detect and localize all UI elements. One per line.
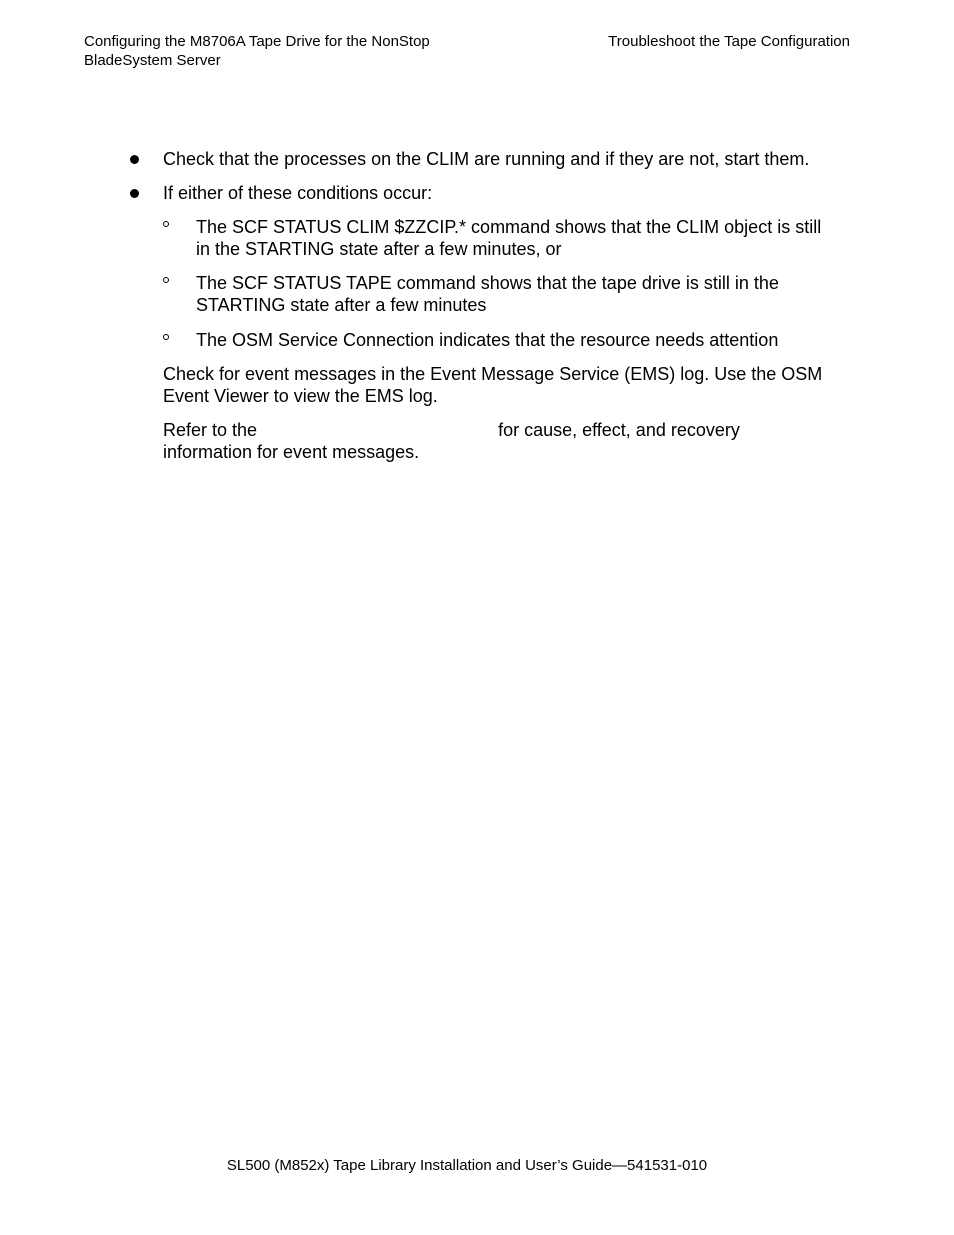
header-title-line2: BladeSystem Server — [84, 52, 221, 69]
footer-text: SL500 (M852x) Tape Library Installation and User’s Guide—541531-010 — [226, 1157, 708, 1174]
bullet-dot-icon — [130, 189, 139, 198]
sub-bullet-text — [196, 216, 856, 260]
sub-bullet-text — [196, 329, 856, 351]
sub-bullet-line: The SCF STATUS CLIM $ZZCIP.* command shows that the CLIM object is still — [196, 217, 822, 237]
paragraph-line: information for event messages. — [163, 442, 420, 462]
sub-bullet-text — [196, 272, 856, 316]
sub-bullet-line: The OSM Service Connection indicates that the resource needs attention — [196, 330, 779, 350]
hollow-circle-bullet-icon — [163, 277, 169, 283]
refer-text-end: for cause, effect, and recovery — [498, 420, 740, 440]
sub-bullet-line: in the STARTING state after a few minutes, or — [196, 239, 562, 259]
paragraph-line — [163, 419, 863, 441]
sub-bullet-line: STARTING state after a few minutes — [196, 295, 487, 315]
hollow-circle-bullet-icon — [163, 221, 169, 227]
header-title-line1: Configuring the M8706A Tape Drive for the NonStop — [84, 33, 430, 50]
ems-paragraph — [163, 363, 863, 407]
bullet-text: If either of these conditions occur: — [163, 183, 433, 203]
header-document-title — [84, 32, 504, 70]
bullet-text: Check that the processes on the CLIM are running and if they are not, start them. — [163, 149, 810, 169]
refer-paragraph — [163, 419, 863, 463]
paragraph-line: Check for event messages in the Event Message Service (EMS) log. Use the OSM — [163, 364, 823, 384]
hollow-circle-bullet-icon — [163, 334, 169, 340]
header-section-title: Troubleshoot the Tape Configuration — [608, 33, 850, 50]
bullet-dot-icon — [130, 155, 139, 164]
page-footer — [0, 1156, 954, 1175]
refer-text-start: Refer to the — [163, 420, 258, 440]
paragraph-line: Event Viewer to view the EMS log. — [163, 386, 438, 406]
sub-bullet-line: The SCF STATUS TAPE command shows that the tape drive is still in the — [196, 273, 779, 293]
